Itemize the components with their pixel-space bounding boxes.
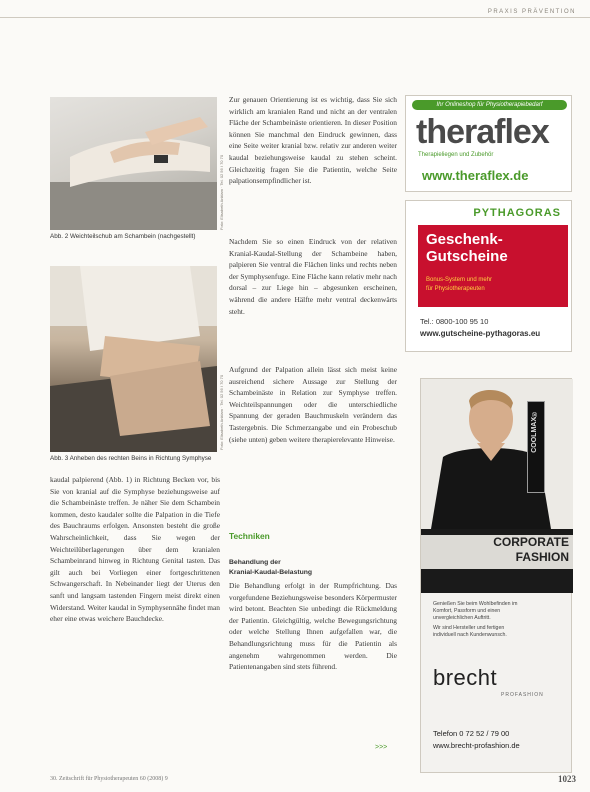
figure-3-illustration — [50, 266, 217, 452]
figure-2-caption: Abb. 2 Weichteilschub am Schambein (nachgestellt) — [50, 233, 196, 240]
theraflex-ad[interactable] — [405, 95, 572, 192]
techniques-heading: Techniken — [229, 531, 270, 541]
pythagoras-url[interactable]: www.gutscheine-pythagoras.eu — [420, 329, 541, 338]
brecht-url[interactable]: www.brecht-profashion.de — [433, 741, 520, 750]
figure-2-illustration — [50, 97, 217, 230]
pythagoras-ad[interactable] — [405, 200, 572, 352]
corporate-fashion-band — [421, 535, 573, 569]
footer-journal: 30. Zeitschrift für Physiotherapeuten 60 (2008) 9 — [50, 776, 168, 782]
theraflex-tagline: Ihr Onlineshop für Physiotherapiebedarf — [412, 100, 567, 110]
techniques-subheading-2: Kranial-Kaudal-Belastung — [229, 569, 313, 576]
column-1-text: kaudal palpierend (Abb. 1) in Richtung Becken vor, bis Sie von kranial auf die Symphyse beziehungsweise auf die Schambeinäste treffen. Je näher Sie dem Schambein kommen, desto kaudaler sollte die Palpation in die Tiefe des Bauchraums erfolgen. Ansonsten besteht die große Wahrscheinlichkeit, dass Sie wegen der Weichteilüberlagerungen über dem kranialen Schambeinrand hinweg in Richtung Genital tasten. Das gilt auch bei Vorliegen einer fortgeschrittenen Schwangerschaft. In Nebeinander liegt der Uterus den sanft und langsam tastenden Fingern meist direkt einen Widerstand. Weiter kaudal in Symphysennähe findet man eher eine etwas weichere Bauchdecke. — [50, 475, 220, 624]
column-2-paragraph-2: Nachdem Sie so einen Eindruck von der relativen Kranial-Kaudal-Stellung der Schambeine haben, palpieren Sie ventral die Flächen links und rechts neben der Symphysenfuge. Eine Fläche kann relativ mehr nach dorsal – zur Liege hin – abgesunken erscheinen, während die andere Hälfte mehr ventral deckenwärts steht. — [229, 237, 397, 316]
coolmax-label: COOLMAX® — [531, 410, 538, 453]
header-rule — [0, 17, 590, 18]
pythagoras-sub-1: Bonus-System und mehr — [426, 277, 493, 283]
pythagoras-red-panel — [418, 225, 568, 307]
figure-2-photo — [50, 97, 217, 230]
corporate-line-1: CORPORATE — [493, 535, 569, 549]
pythagoras-title-2: Gutscheine — [426, 248, 508, 265]
coolmax-collar-tag — [527, 401, 545, 493]
techniques-subheading-1: Behandlung der — [229, 559, 281, 566]
section-header: PRAXIS PRÄVENTION — [487, 9, 576, 15]
brecht-phone: Telefon 0 72 52 / 79 00 — [433, 729, 510, 738]
brecht-text-4: Wir sind Hersteller und fertigen — [433, 625, 505, 631]
brecht-text-1: Genießen Sie beim Wohlbefinden im — [433, 601, 518, 607]
column-2-paragraph-3: Aufgrund der Palpation allein lässt sich meist keine ausreichend sichere Aussage zur Stellung der Schambeinäste in Relation zur Symphyse treffen. Weichteilspannungen oder die unterschiedliche Spannung der geraden Bauchmuskeln verändern das Tastergebnis. Die Schmerzangabe und ein Probeschub (siehe unten) geben weitere therapierelevante Hinweise. — [229, 365, 397, 444]
corporate-line-2: FASHION — [515, 550, 569, 564]
brecht-text-block — [433, 601, 568, 639]
theraflex-url[interactable]: www.theraflex.de — [422, 168, 529, 183]
pythagoras-sub-2: für Physiotherapeuten — [426, 286, 485, 292]
theraflex-logo: theraflex — [416, 113, 549, 151]
pythagoras-phone: Tel.: 0800-100 95 10 — [420, 317, 489, 326]
brecht-text-3: unvergleichlichen Auftritt. — [433, 615, 491, 621]
pythagoras-title-1: Geschenk- — [426, 231, 503, 248]
page-number: 1023 — [558, 774, 576, 784]
column-2-paragraph-1: Zur genauen Orientierung ist es wichtig, dass Sie sich wirklich am kranialen Rand und nicht an der ventralen Fläche der Schambeinäste orientieren. In dieser Position können Sie manchmal den Eindruck gewinnen, dass eine Seite weiter kranial bzw. relativ zur anderen weiter kaudal beziehungsweise kaudal zu stehen scheint. Gleichzeitig fragen Sie die Patientin, welche Seite palpationsempfindlicher ist. — [229, 95, 397, 186]
continue-mark: >>> — [375, 744, 388, 751]
brecht-model-photo — [421, 379, 573, 529]
figure-3-credit: Foto: Elisabeth Anklam · Tel. 02 56 / 70 70 — [219, 374, 224, 450]
brecht-text-2: Komfort, Passform und einen — [433, 608, 501, 614]
brecht-text-5: individuell nach Kundenwunsch. — [433, 632, 507, 638]
pythagoras-logo: PYTHAGORAS — [473, 207, 561, 219]
brecht-logo: brecht — [433, 665, 498, 690]
figure-2-credit: Foto: Elisabeth Anklam · Tel. 02 56 / 70 70 — [219, 154, 224, 230]
techniques-text: Die Behandlung erfolgt in der Rumpfrichtung. Das vorgefundene Beziehungsweise besonders Körpermuster wird betont. Beachten Sie unbedingt die Rückmeldung der Patientin. Gleichgültig, welche Bewegungsrichtung oder welche Stellung Ihnen aufgefallen war, die Behandlungsrichtung muss für die Patientin als angenehm wahrgenommen werden. Die Patientenangaben sind stets führend. — [229, 581, 397, 672]
figure-3-caption: Abb. 3 Anheben des rechten Beins in Richtung Symphyse — [50, 455, 212, 462]
figure-3-photo — [50, 266, 217, 452]
theraflex-subline: Therapieliegen und Zubehör — [418, 152, 494, 158]
brecht-ad[interactable] — [420, 378, 572, 773]
brecht-logo-sub: PROFASHION — [501, 692, 544, 698]
